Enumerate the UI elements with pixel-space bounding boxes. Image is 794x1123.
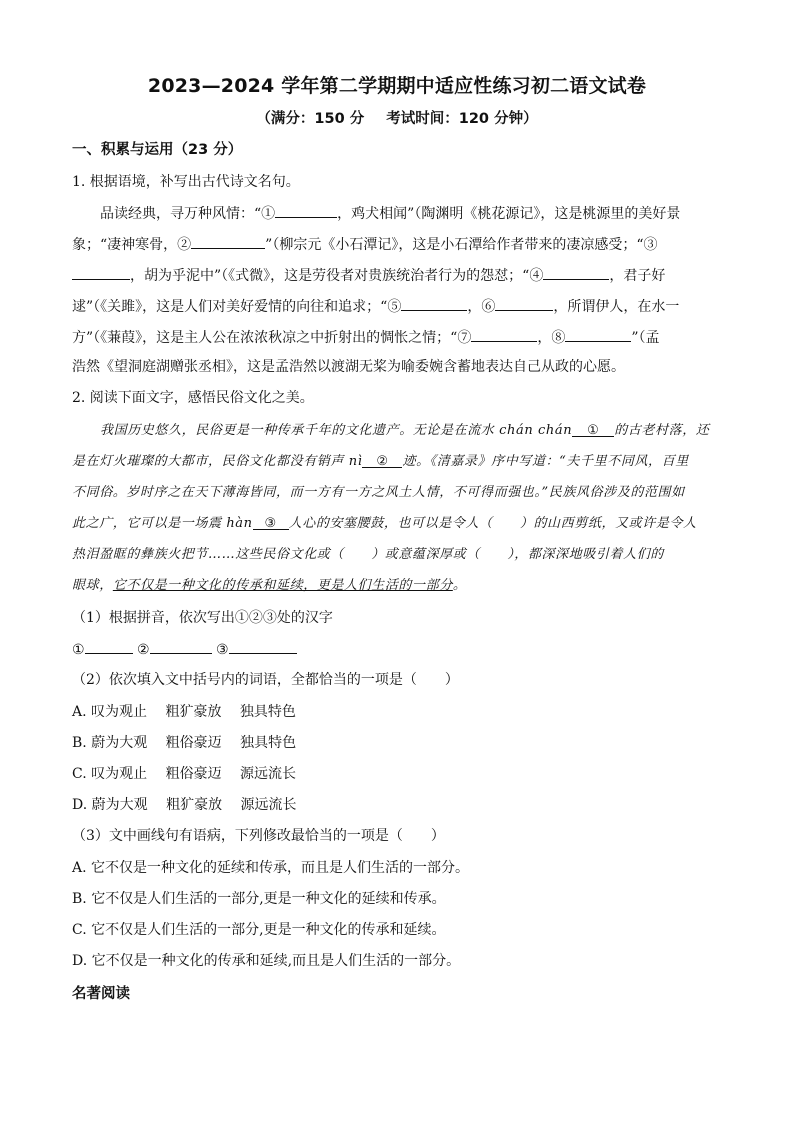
passage-line-3: 不同俗。岁时序之在天下薄海皆同，而一方有一方之风土人情，不可得而强也。”民族风俗涉及的范围如 xyxy=(72,485,685,500)
exam-info xyxy=(0,107,794,128)
q2-sub3-option-d: D. 它不仅是一种文化的传承和延续,而且是人们生活的一部分。 xyxy=(72,953,461,969)
q2-sub3: （3）文中画线句有语病，下列修改最恰当的一项是（ ） xyxy=(72,828,445,844)
pinyin-blank-2: ② xyxy=(362,452,402,468)
pinyin-blank-1: ① xyxy=(572,421,614,437)
q2-sub2-option-a: A. 叹为观止 粗犷豪放 独具特色 xyxy=(72,704,296,720)
answer-blank-5 xyxy=(401,295,467,311)
q2-prompt: 2. 阅读下面文字，感悟民俗文化之美。 xyxy=(72,390,314,406)
passage-line-2: 是在灯火璀璨的大都市，民俗文化都没有销声 nì ② 迹。《清嘉录》序中写道：“夫千里不同风，百里 xyxy=(72,454,689,469)
q1-line-1: 品读经典，寻万种风情：“① ，鸡犬相闻”（陶渊明《桃花源记》，这是桃源里的美好景 xyxy=(100,202,680,224)
answer-blank-1 xyxy=(275,202,337,218)
exam-time: 考试时间：120 分钟） xyxy=(386,111,538,127)
q1-prompt: 1. 根据语境，补写出古代诗文名句。 xyxy=(72,174,300,190)
answer-blank-8 xyxy=(565,326,631,342)
q2-sub1: （1）根据拼音，依次写出①②③处的汉字 xyxy=(72,610,333,626)
answer-blank-7 xyxy=(471,326,537,342)
q1-line-4: 逑”（《关雎》，这是人们对美好爱情的向往和追求；“⑤ ，⑥ ，所谓伊人，在水一 xyxy=(72,295,679,317)
pinyin-blank-3: ③ xyxy=(253,514,289,530)
section-heading-2: 名著阅读 xyxy=(72,986,130,1002)
q1-line-5: 方”（《蒹葭》，这是主人公在浓浓秋凉之中折射出的惆怅之情；“⑦ ，⑧ ”（孟 xyxy=(72,326,660,348)
q2-sub1-blanks: ① ② ③ xyxy=(72,638,297,660)
q1-line-2: 象；“凄神寒骨，② ”（柳宗元《小石潭记》，这是小石潭给作者带来的凄凉感受；“③ xyxy=(72,233,658,255)
q1-line-6: 浩然《望洞庭湖赠张丞相》，这是孟浩然以渡湖无桨为喻委婉含蓄地表达自己从政的心愿。 xyxy=(72,359,625,375)
answer-blank-2 xyxy=(191,233,265,249)
underlined-sentence: 它不仅是一种文化的传承和延续，更是人们生活的一部分 xyxy=(112,578,453,593)
q2-sub2-option-b: B. 蔚为大观 粗俗豪迈 独具特色 xyxy=(72,735,297,751)
passage-line-4: 此之广，它可以是一场震 hàn ③ 人心的安塞腰鼓，也可以是令人（ ）的山西剪纸，又或许是令人 xyxy=(72,516,697,531)
q2-sub2-option-c: C. 叹为观止 粗俗豪迈 源远流长 xyxy=(72,766,297,782)
page-title: 2023—2024 学年第二学期期中适应性练习初二语文试卷 xyxy=(147,75,647,97)
q2-sub3-option-b: B. 它不仅是人们生活的一部分,更是一种文化的延续和传承。 xyxy=(72,891,446,907)
char-blank-2 xyxy=(150,638,212,654)
q1-line-3: ，胡为乎泥中”（《式微》，这是劳役者对贵族统治者行为的怨怼；“④ ，君子好 xyxy=(72,264,665,286)
answer-blank-6 xyxy=(495,295,553,311)
char-blank-1 xyxy=(85,638,133,654)
q2-sub2-option-d: D. 蔚为大观 粗犷豪放 源远流长 xyxy=(72,797,297,813)
passage-line-5: 热泪盈眶的彝族火把节……这些民俗文化或（ ）或意蕴深厚或（ ），都深深地吸引着人们的 xyxy=(72,547,664,562)
passage-line-6: 眼球，它不仅是一种文化的传承和延续，更是人们生活的一部分。 xyxy=(72,578,467,593)
full-score: （满分：150 分 xyxy=(256,111,365,127)
answer-blank-4 xyxy=(543,264,609,280)
q2-sub3-option-c: C. 它不仅是人们生活的一部分,更是一种文化的传承和延续。 xyxy=(72,922,446,938)
answer-blank-3 xyxy=(72,264,130,280)
section-heading-1: 一、积累与运用（23 分） xyxy=(72,142,243,158)
passage-line-1: 我国历史悠久，民俗更是一种传承千年的文化遗产。无论是在流水 chán chán ① 的古老村落，还 xyxy=(100,423,710,438)
q2-sub3-option-a: A. 它不仅是一种文化的延续和传承，而且是人们生活的一部分。 xyxy=(72,860,470,876)
char-blank-3 xyxy=(229,638,297,654)
q2-sub2: （2）依次填入文中括号内的词语，全都恰当的一项是（ ） xyxy=(72,672,459,688)
